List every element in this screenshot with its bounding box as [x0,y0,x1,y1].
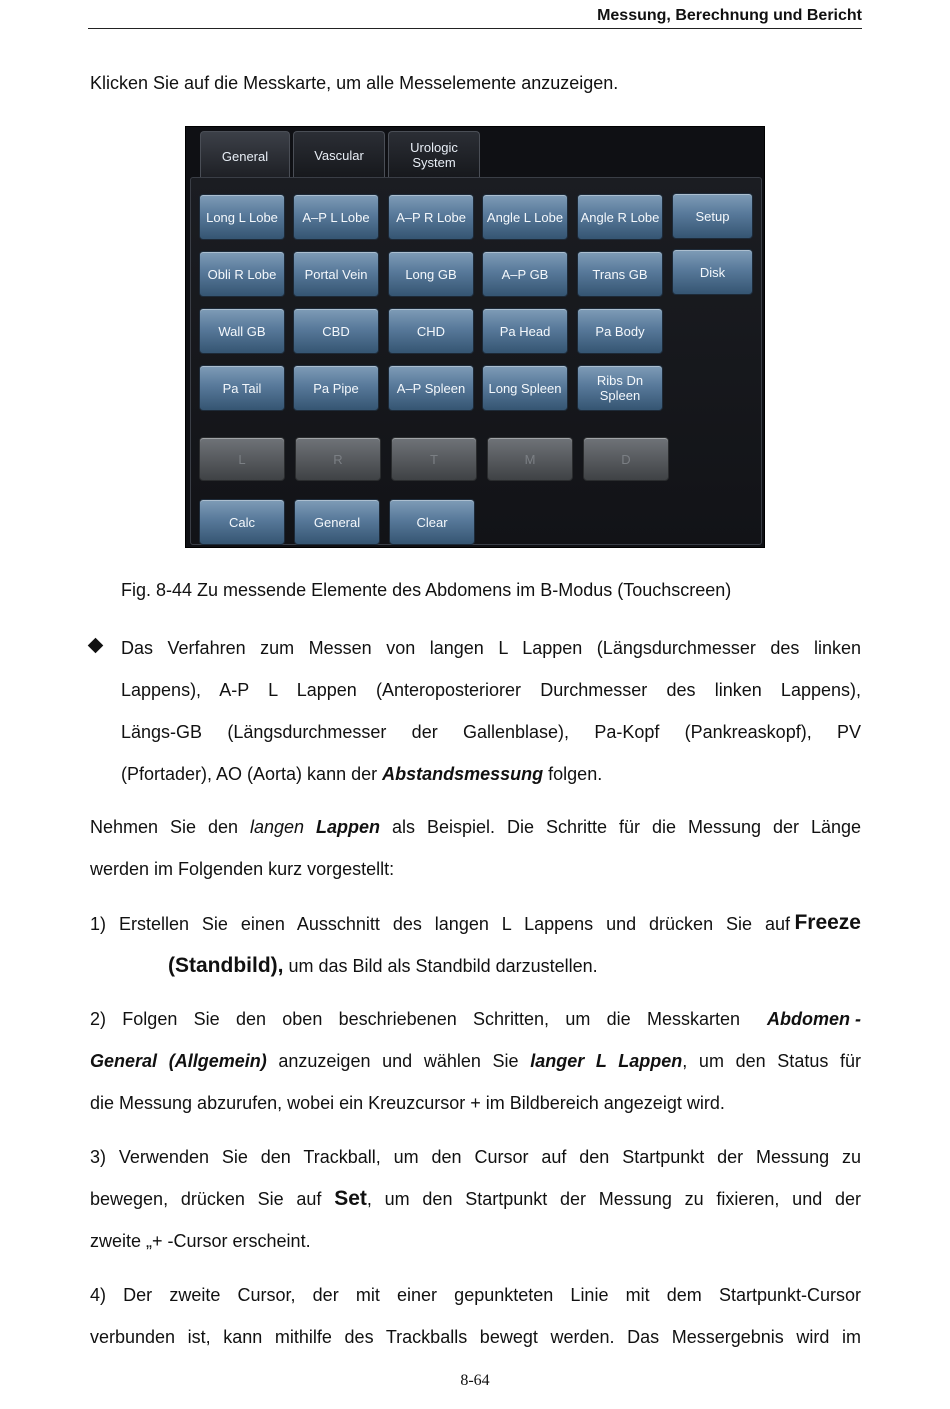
para1-bold: Lappen [316,817,381,837]
angle-l-lobe-button[interactable]: Angle L Lobe [482,194,568,240]
abstandsmessung-term: Abstandsmessung [382,764,544,784]
para1-post: als Beispiel. Die Schritte für die Messung der Länge [380,817,861,837]
tab-vascular[interactable]: Vascular [293,131,385,178]
clear-button[interactable]: Clear [389,499,475,545]
ribs-dn-spleen-button[interactable] [577,365,663,411]
step4-line-1: 4) Der zweite Cursor, der mit einer gepunkteten Linie mit dem Startpunkt-Cursor [90,1285,861,1305]
general-term: General (Allgemein) [90,1051,267,1071]
pa-head-button[interactable]: Pa Head [482,308,568,354]
set-key: Set [334,1187,367,1210]
bullet-diamond-icon [88,638,104,654]
step3-line-1: 3) Verwenden Sie den Trackball, um den Cursor auf den Startpunkt der Messung zu [90,1147,861,1167]
bullet-line-3: Längs-GB (Längsdurchmesser der Gallenblase), Pa-Kopf (Pankreaskopf), PV [121,722,861,742]
step1-line-1: 1) Erstellen Sie einen Ausschnitt des langen L Lappens und drücken Sie auf [90,914,790,934]
step2-line-3: die Messung abzurufen, wobei ein Kreuzcursor + im Bildbereich angezeigt wird. [90,1093,725,1113]
step1-post: um das Bild als Standbild darzustellen. [283,956,598,976]
trans-gb-button[interactable]: Trans GB [577,251,663,297]
step2-mid: anzuzeigen und wählen Sie [266,1051,531,1071]
general-button[interactable]: General [294,499,380,545]
bullet-line-1: Das Verfahren zum Messen von langen L Lappen (Längsdurchmesser des linken [121,638,861,658]
freeze-key: Freeze [794,911,861,934]
calc-button[interactable]: Calc [199,499,285,545]
pa-tail-button[interactable]: Pa Tail [199,365,285,411]
disk-button[interactable]: Disk [672,249,753,295]
r-button-disabled: R [295,437,381,481]
touchscreen-panel [185,126,765,548]
step3-pre: bewegen, drücken Sie auf [90,1189,335,1209]
d-button-disabled: D [583,437,669,481]
t-button-disabled: T [391,437,477,481]
header-rule [88,28,862,29]
abdomen-term: Abdomen - [767,1009,861,1029]
step3-post: , um den Startpunkt der Messung zu fixieren, und der [366,1189,861,1209]
ap-l-lobe-button[interactable]: A–P L Lobe [293,194,379,240]
l-button-disabled: L [199,437,285,481]
long-gb-button[interactable]: Long GB [388,251,474,297]
ap-gb-button[interactable]: A–P GB [482,251,568,297]
cbd-button[interactable]: CBD [293,308,379,354]
bullet-line-4-end: folgen. [543,764,603,784]
long-spleen-button[interactable]: Long Spleen [482,365,568,411]
obli-r-lobe-button[interactable]: Obli R Lobe [199,251,285,297]
tab-general[interactable]: General [200,131,290,180]
langer-l-lappen-term: langer L Lappen [530,1051,683,1071]
figure-caption: Fig. 8-44 Zu messende Elemente des Abdomens im B-Modus (Touchscreen) [121,580,732,600]
angle-r-lobe-button[interactable]: Angle R Lobe [577,194,663,240]
para1-pre: Nehmen Sie den [90,817,250,837]
intro-text: Klicken Sie auf die Messkarte, um alle Messelemente anzuzeigen. [90,73,619,93]
portal-vein-button[interactable]: Portal Vein [293,251,379,297]
long-l-lobe-button[interactable]: Long L Lobe [199,194,285,240]
tab-urologic-system[interactable] [388,131,480,178]
bullet-line-4-text: (Pfortader), AO (Aorta) kann der [121,764,383,784]
ap-r-lobe-button[interactable]: A–P R Lobe [388,194,474,240]
page-number: 8-64 [460,1372,490,1389]
pa-body-button[interactable]: Pa Body [577,308,663,354]
bullet-line-2: Lappens), A-P L Lappen (Anteroposteriorer Durchmesser des linken Lappens), [121,680,861,700]
ribs-dn-spleen-label: Ribs Dn Spleen [596,373,644,403]
standbild-key: (Standbild), [168,954,284,977]
step1-line-2 [168,945,598,987]
step4-line-2: verbunden ist, kann mithilfe des Trackballs bewegt werden. Das Messergebnis wird im [90,1327,861,1347]
m-button-disabled: M [487,437,573,481]
para1-line-1 [90,806,861,848]
step3-line-2 [90,1178,861,1220]
step2-post: , um den Status für [682,1051,862,1071]
setup-button[interactable]: Setup [672,193,753,239]
step2-line-2 [90,1040,861,1082]
step2-line-1: 2) Folgen Sie den oben beschriebenen Schritten, um die Messkarten [90,1009,740,1029]
running-header: Messung, Berechnung und Bericht [597,7,862,24]
ap-spleen-button[interactable]: A–P Spleen [388,365,474,411]
wall-gb-button[interactable]: Wall GB [199,308,285,354]
chd-button[interactable]: CHD [388,308,474,354]
pa-pipe-button[interactable]: Pa Pipe [293,365,379,411]
para1-line-2: werden im Folgenden kurz vorgestellt: [90,859,395,879]
bullet-line-4 [121,753,602,795]
step3-line-3: zweite „+ -Cursor erscheint. [90,1231,311,1251]
tab-urologic-system-label: Urologic System [410,140,458,170]
para1-italic: langen [250,817,305,837]
